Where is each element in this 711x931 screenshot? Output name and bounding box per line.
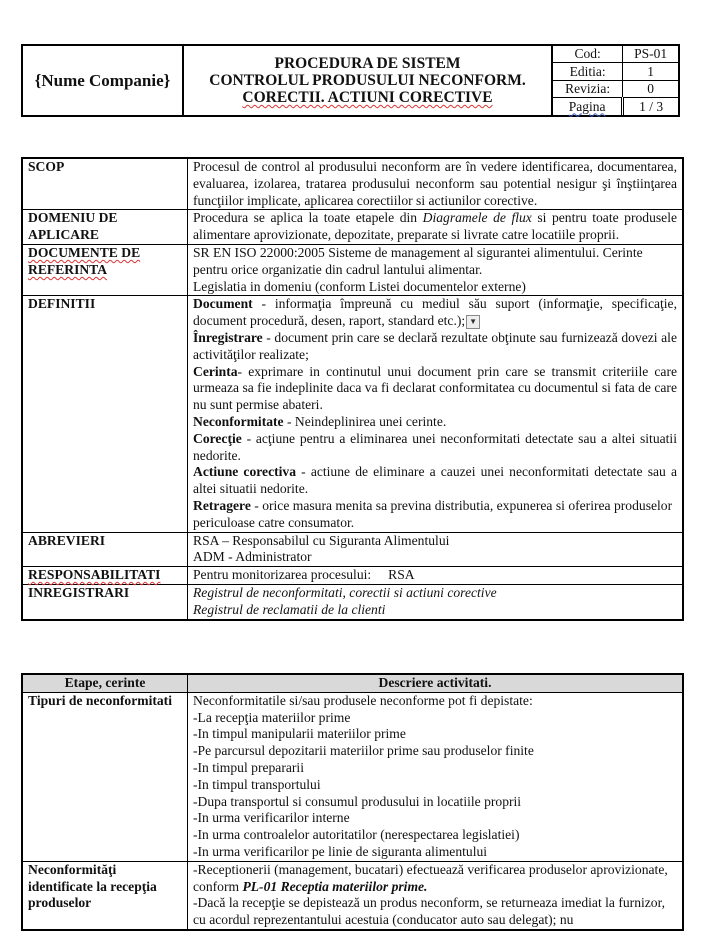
meta-row-pagina [553, 98, 679, 115]
step-line: -In urma verificarilor interne [193, 810, 350, 826]
meta-key [553, 98, 623, 115]
definition-item: Actiune corectiva - actiune de eliminare a cauzei unei neconformitati detectate sau a altei situatii nedorite. [193, 464, 677, 497]
text-responsabilitati: Pentru monitorizarea procesului: RSA [188, 567, 684, 585]
meta-value: PS-01 [623, 46, 678, 63]
step-row-receptie [22, 861, 683, 930]
procedure-title [184, 46, 551, 115]
definition-term: Cerinta [193, 363, 238, 379]
abbreviation: ADM - Administrator [193, 549, 312, 565]
step-line: -Receptionerii (management, bucatari) efectuează verificarea produselor aprovizionate, conform PL-01 Receptia materiilor prime. [193, 861, 668, 894]
step-line: -In urma verificarilor pe linie de siguranta alimentului [193, 843, 488, 859]
meta-row-revizia [553, 80, 679, 98]
definition-item: Retragere - orice masura menita sa previna distributia, expunerea si oferirea produselor periculoase catre consumator. [193, 497, 673, 530]
definition-item: Document - informaţia împreună cu mediul său suport (informaţie, specificaţie, document procedură, desen, raport, standard etc.); ▼ [193, 296, 677, 329]
text-documente [188, 244, 684, 295]
company-name [23, 46, 184, 115]
doc-line: SR EN ISO 22000:2005 Sisteme de management al sigurantei alimentului. Cerinte pentru orice organizatie din cadrul lantului alimentar. [193, 244, 643, 277]
step-line: Neconformitatile si/sau produsele neconforme pot fi depistate: [193, 692, 533, 708]
label-domeniu: DOMENIU DE APLICARE [22, 210, 188, 245]
document-meta [551, 46, 678, 115]
row-abrevieri [22, 532, 683, 567]
definition-term: Document [193, 296, 253, 312]
header-descriere: Descriere activitati. [188, 674, 684, 692]
meta-row-cod [553, 46, 679, 63]
definition-term: Înregistrare [193, 329, 263, 345]
definition-term: Actiune corectiva [193, 464, 297, 480]
step-label: Tipuri de neconformitati [22, 692, 188, 861]
label-inregistrari: INREGISTRARI [22, 584, 188, 619]
definition-term: Corecţie [193, 430, 242, 446]
record-name: Registrul de neconformitati, corectii si actiuni corective [193, 584, 497, 600]
step-line: -In timpul prepararii [193, 759, 304, 775]
meta-key: Cod: [553, 46, 623, 63]
page-number: 1 / 3 [623, 98, 678, 115]
row-scop [22, 158, 683, 210]
row-domeniu [22, 210, 683, 245]
meta-value: 0 [623, 80, 678, 98]
step-line: -In timpul transportului [193, 776, 321, 792]
steps-table [21, 673, 684, 931]
record-name: Registrul de reclamatii de la clienti [193, 601, 386, 617]
step-label: Neconformităţi identificate la recepţia produselor [22, 861, 188, 930]
definition-item: Cerinta- exprimare in continutul unui document prin care se transmit criteriile care urmeaza sa fie indeplinite daca va fi declarat conformitatea cu documentul si fata de care nu sunt permise abateri. [193, 363, 677, 413]
procedure-reference: PL-01 Receptia materiilor prime. [242, 878, 428, 894]
text-domeniu: Procedura se aplica la toate etapele din Diagramele de flux si pentru toate produsele alimentare aprovizionate, depozitate, preparate si livrate catre locatiile proprii. [188, 210, 684, 245]
step-line: -La recepţia materiilor prime [193, 709, 351, 725]
step-description [188, 692, 684, 861]
step-line: -Dupa transportul si consumul produsului in locatiile proprii [193, 793, 522, 809]
text-definitii [188, 296, 684, 532]
step-line: -In timpul manipularii materiilor prime [193, 726, 406, 742]
definition-item: Corecţie - acţiune pentru a eliminarea unei neconformitati detectate sau a altei situatii nedorite. [193, 430, 677, 463]
label-scop: SCOP [22, 158, 188, 210]
meta-value: 1 [623, 63, 678, 81]
row-inregistrari [22, 584, 683, 619]
title-line-2: CONTROLUL PRODUSULUI NECONFORM. [209, 72, 526, 89]
document-header [21, 44, 680, 117]
row-responsabilitati [22, 567, 683, 585]
title-line-1: PROCEDURA DE SISTEM [274, 55, 461, 72]
step-row-tipuri [22, 692, 683, 861]
label-definitii: DEFINITII [22, 296, 188, 532]
text-scop: Procesul de control al produsului neconform are în vedere identificarea, documentarea, evaluarea, izolarea, tratarea produsului neconform sau potential nesigur şi înştiinţarea funcţiilor implicate, aplicarea corectiilor si actiunilor corective. [188, 158, 684, 210]
meta-row-editia [553, 63, 679, 81]
step-line: -Dacă la recepţie se depistează un produs neconform, se returneaza imediat la furnizor, cu acordul reprezentantului acestuia (conducator auto sau delegat); nu [193, 895, 665, 928]
meta-key: Editia: [553, 63, 623, 81]
definition-item: Neconformitate - Neindeplinirea unei cerinte. [193, 413, 447, 429]
text-abrevieri [188, 532, 684, 567]
label-documente: DOCUMENTE DE REFERINTA [22, 244, 188, 295]
label-responsabilitati: RESPONSABILITATI [22, 567, 188, 585]
definition-item: Înregistrare - document prin care se declară rezultate obţinute sau furnizează dovezi ale activităţilor realizate; [193, 329, 677, 362]
step-line: -In urma controalelor autoritatilor (nerespectarea legislatiei) [193, 827, 520, 843]
text-inregistrari [188, 584, 684, 619]
title-line-3: CORECTII. ACTIUNI CORECTIVE [242, 89, 493, 106]
steps-header-row [22, 674, 683, 692]
row-definitii [22, 296, 683, 532]
diagrame-flux-ref: Diagramele de flux [422, 210, 532, 226]
step-line: -Pe parcursul depozitarii materiilor prime sau produselor finite [193, 743, 534, 759]
abbreviation: RSA – Responsabilul cu Siguranta Alimentului [193, 532, 450, 548]
doc-line: Legislatia in domeniu (conform Listei documentelor externe) [193, 278, 526, 294]
dropdown-arrow-icon[interactable]: ▼ [466, 315, 480, 329]
row-documente [22, 244, 683, 295]
pagina-label: Pagina [568, 98, 606, 114]
header-etape: Etape, cerinte [22, 674, 188, 692]
meta-key: Revizia: [553, 80, 623, 98]
definition-term: Neconformitate [193, 413, 284, 429]
procedure-info-table [21, 157, 684, 621]
company-name-text: {Nume Companie} [34, 70, 171, 90]
definition-term: Retragere [193, 497, 251, 513]
step-description [188, 861, 684, 930]
label-abrevieri: ABREVIERI [22, 532, 188, 567]
